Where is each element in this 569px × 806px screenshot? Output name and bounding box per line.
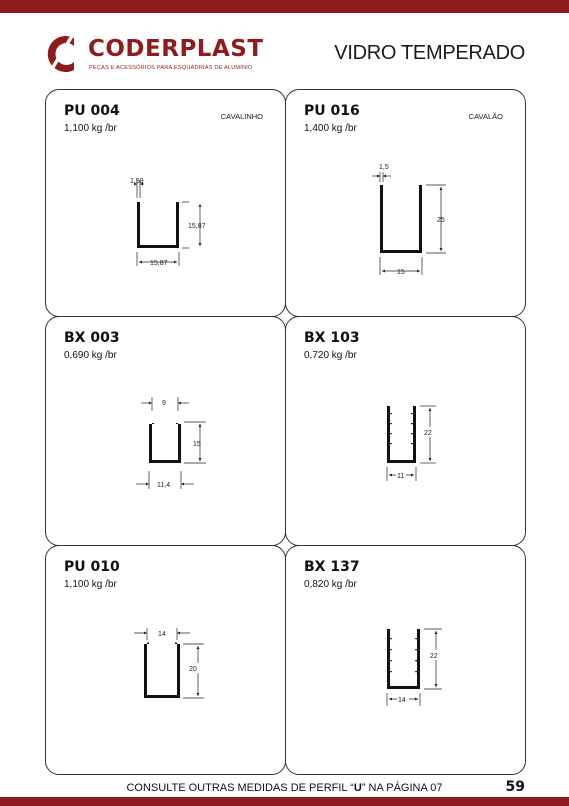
- product-note: CAVALÃO: [468, 112, 503, 121]
- dimension-label: 11: [397, 473, 405, 480]
- dimension-label: 22: [424, 430, 432, 437]
- brand-logo: [44, 30, 274, 85]
- dimension-label: 25: [437, 217, 445, 224]
- profile-drawing: [286, 317, 526, 546]
- product-code: PU 010: [64, 559, 120, 575]
- product-card-pu004: [45, 89, 286, 317]
- product-weight: 0,820 kg /br: [304, 579, 357, 590]
- product-weight: 1,400 kg /br: [304, 123, 357, 134]
- profile-drawing: [286, 546, 526, 775]
- dimension-label: 1,59: [130, 178, 144, 185]
- brand-name: CODERPLAST: [88, 36, 264, 62]
- product-code: BX 003: [64, 330, 120, 346]
- dimension-label: 14: [158, 631, 166, 638]
- dimension-label: 15,87: [188, 223, 206, 230]
- product-code: BX 137: [304, 559, 360, 575]
- product-card-bx103: [285, 316, 526, 546]
- profile-drawing: [286, 90, 526, 317]
- brand-tagline: PEÇAS E ACESSÓRIOS PARA ESQUADRIAS DE ALUMÍNIO: [89, 65, 253, 71]
- dimension-label: 22: [430, 653, 438, 660]
- footer-note: [0, 782, 569, 794]
- product-weight: 1,100 kg /br: [64, 579, 117, 590]
- dimension-label: 9: [162, 400, 166, 407]
- product-code: BX 103: [304, 330, 360, 346]
- product-card-pu010: [45, 545, 286, 775]
- product-card-pu016: [285, 89, 526, 317]
- bottom-accent-bar: [0, 797, 569, 806]
- product-weight: 1,100 kg /br: [64, 123, 117, 134]
- dimension-label: 15: [193, 441, 201, 448]
- product-note: CAVALINHO: [220, 112, 263, 121]
- page-title: VIDRO TEMPERADO: [334, 42, 525, 64]
- top-accent-bar: [0, 0, 569, 13]
- footer-text-bold: U: [353, 782, 362, 794]
- footer-text-after: ” NA PÁGINA 07: [361, 782, 443, 794]
- footer-text-before: CONSULTE OUTRAS MEDIDAS DE PERFIL “: [126, 782, 354, 794]
- dimension-label: 11,4: [157, 482, 171, 489]
- dimension-label: 15,87: [150, 260, 168, 267]
- profile-drawing: [46, 546, 286, 775]
- profile-drawing: [46, 317, 286, 546]
- product-card-bx003: [45, 316, 286, 546]
- product-weight: 0,720 kg /br: [304, 350, 357, 361]
- product-code: PU 004: [64, 103, 120, 119]
- product-card-bx137: [285, 545, 526, 775]
- dimension-label: 15: [397, 269, 405, 276]
- product-weight: 0,690 kg /br: [64, 350, 117, 361]
- dimension-label: 1,5: [379, 164, 389, 171]
- dimension-label: 20: [189, 666, 197, 673]
- brand-mark-icon: [44, 32, 80, 76]
- profile-drawing: [46, 90, 286, 317]
- dimension-label: 14: [398, 697, 406, 704]
- product-code: PU 016: [304, 103, 360, 119]
- page-number: 59: [505, 779, 525, 795]
